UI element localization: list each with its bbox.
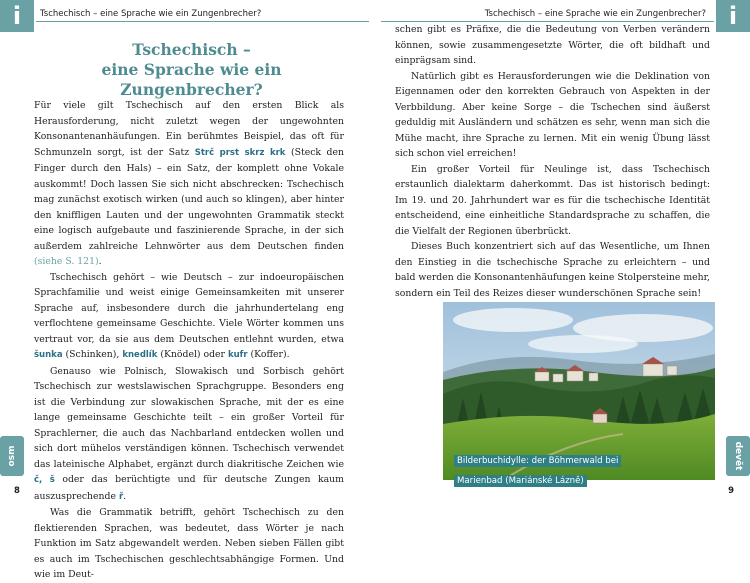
title-line-1: Tschechisch – xyxy=(132,40,251,59)
loanword: kufr xyxy=(227,350,248,360)
text-run: . xyxy=(123,490,127,502)
text-run: (Schinken), xyxy=(62,349,123,360)
side-tab-left xyxy=(0,436,24,476)
running-head-left: Tschechisch – eine Sprache wie ein Zungenbrecher? xyxy=(40,9,262,19)
left-body-text xyxy=(34,98,344,583)
text-run: (Knödel) oder xyxy=(157,349,228,360)
info-icon: i xyxy=(0,0,34,32)
paragraph: Natürlich gibt es Herausforderungen wie die Deklination von Eigennamen oder den korrekten Gebrauch von Aspekten in der Verbbildung. Aber keine Sorge – die Tschechen sind äußerst geduldig mit Ausländern und schätzen es sehr, wenn man sich die Mühe macht, ihre Sprache zu lernen. Mit ein wenig Übung lässt sich schon viel erreichen! xyxy=(395,70,710,159)
page-reference-link[interactable]: (siehe S. 121) xyxy=(34,256,99,267)
text-run: Für viele gilt Tschechisch auf den ersten Blick als Herausforderung, nicht zuletzt wegen der ungewohnten Konsonantenanhäufungen. Ein berühmtes Beispiel, das oft für Schmunzeln sorgt, ist der Satz xyxy=(34,100,344,158)
info-icon: i xyxy=(716,0,750,32)
diacritic-letter: ř xyxy=(118,491,124,502)
paragraph xyxy=(34,98,344,270)
title-line-2: eine Sprache wie ein Zungenbrecher? xyxy=(101,60,282,99)
paragraph: Ein großer Vorteil für Neulinge ist, dass Tschechisch erstaunlich dialektarm daherkommt. Das ist historisch bedingt: Im 19. und 20. Jahrhundert war es für die tschechische Identität entscheidend, eine einheitliche Standardsprache zu schaffen, die die Vielfalt der Regionen überbrückt. xyxy=(395,163,710,237)
paragraph xyxy=(34,364,344,506)
header-rule-left xyxy=(36,21,369,22)
paragraph: Dieses Buch konzentriert sich auf das Wesentliche, um Ihnen den Einstieg in die tschechische Sprache zu erleichtern – und bald werden die Konsonantenhäufungen keine Stolpersteine mehr, sondern ein Teil des Reizes dieser wunderschönen Sprache sein! xyxy=(395,241,711,299)
text-run: Genauso wie Polnisch, Slowakisch und Sorbisch gehört Tschechisch zur westslawischen Sprachgruppe. Besonders eng ist die Verbindung zur slowakischen Sprache, mit der es eine lange gemeinsame Geschichte teilt – ein großer Vorteil für Sprachlerner, die auch das Nachbarland entdecken wollen und sich dort mühelos verständigen können. Tschechisch verwendet das lateinische Alphabet, ergänzt durch diakritische Zeichen wie xyxy=(34,365,344,470)
text-run: (Koffer). xyxy=(247,349,290,360)
page-number-right: 9 xyxy=(728,486,734,496)
paragraph xyxy=(34,270,344,364)
text-run: . xyxy=(98,256,102,267)
right-body-text xyxy=(395,22,710,301)
running-head-right: Tschechisch – eine Sprache wie ein Zungenbrecher? xyxy=(484,9,706,19)
text-run: oder das berüchtigte und für deutsche Zungen kaum auszusprechende xyxy=(34,474,344,502)
text-run: (Steck den Finger durch den Hals) – ein Satz, der komplett ohne Vokale auskommt! Doch lassen Sie sich nicht abschrecken: Tschechisch mag zunächst exotisch wirken (und auch so klingen), aber hinter den kniffligen Lauten und der ungewohnten Grammatik steckt eine logisch aufgebaute und faszinierende Sprache, in der sich außerdem zahlreiche Lehnwörter aus dem Deutschen finden xyxy=(34,146,344,252)
chapter-title xyxy=(34,40,349,100)
page-number-left: 8 xyxy=(14,486,20,496)
diacritic-letters: č, š xyxy=(34,475,55,485)
loanword: šunka xyxy=(34,350,63,360)
paragraph: schen gibt es Präfixe, die die Bedeutung von Verben verändern können, sowie zusammengesetzte Wörter, die oft bildhaft und einprägsam sind. xyxy=(395,24,710,66)
photo-caption-text: Bilderbuchidylle: der Böhmerwald bei Marienbad (Mariánské Lázně) xyxy=(454,455,621,487)
text-run: Tschechisch gehört – wie Deutsch – zur indoeuropäischen Sprachfamilie und weist einige Gemeinsamkeiten mit unserer Sprache auf, insbesondere durch die jahrhundertelang eng verflochtene gemeinsame Geschichte. Viele Wörter kommen uns vertraut vor, da sie aus dem Deutschen entlehnt wurden, etwa xyxy=(34,271,344,345)
side-tab-label: devět xyxy=(733,441,743,471)
side-tab-right xyxy=(726,436,750,476)
side-tab-label: osm xyxy=(7,445,17,467)
example-sentence: Strč prst skrz krk xyxy=(194,147,286,158)
left-page xyxy=(0,0,375,580)
paragraph: Was die Grammatik betrifft, gehört Tschechisch zu den flektierenden Sprachen, was bedeutet, dass Wörter je nach Funktion im Satz abgewandelt werden. Neben sieben Fällen gibt es auch im Tschechischen geschlechtsabhängige Formen. Und wie im Deut- xyxy=(34,507,344,580)
photo-caption xyxy=(454,448,624,488)
loanword: knedlík xyxy=(122,350,158,360)
